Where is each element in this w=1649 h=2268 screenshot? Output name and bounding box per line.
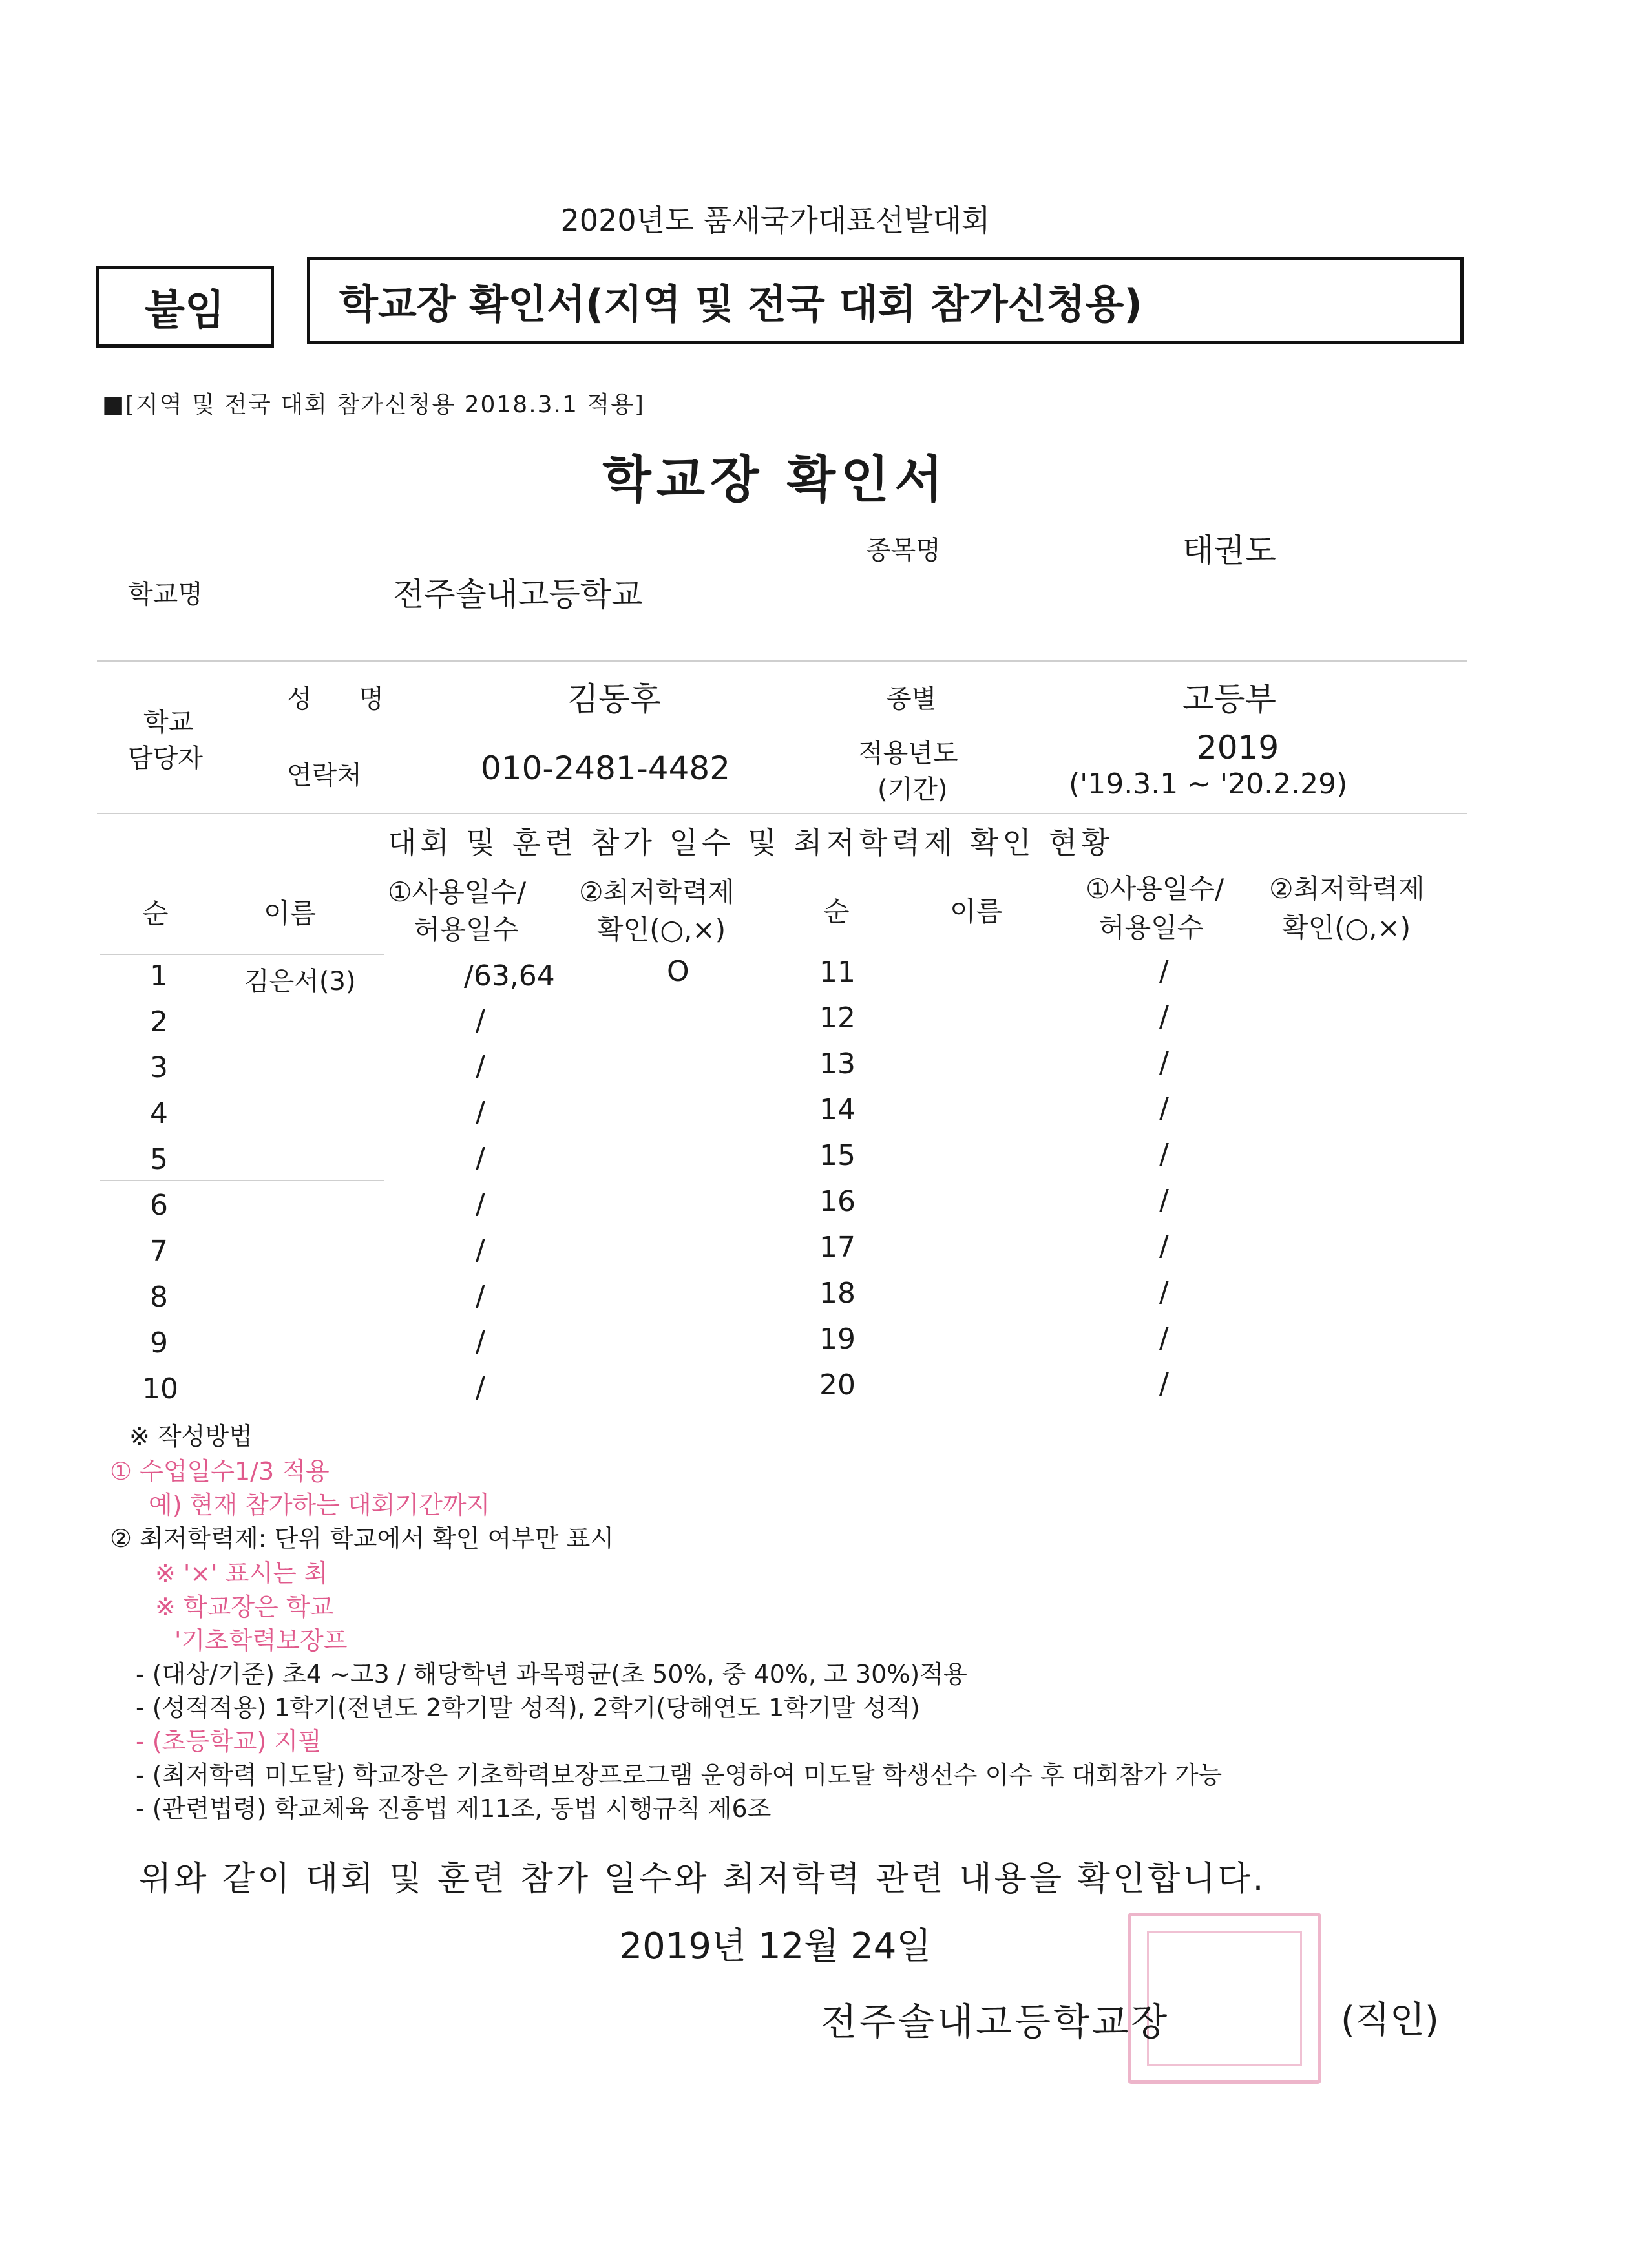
row-days: / (1159, 1138, 1169, 1171)
year-value: 2019 (1197, 729, 1279, 766)
row-no: 5 (150, 1143, 168, 1176)
row-days: / (1159, 1230, 1169, 1263)
row-days: / (1159, 1321, 1169, 1354)
row-no: 14 (819, 1093, 856, 1126)
row-no: 6 (150, 1189, 168, 1222)
row-days: / (1159, 1092, 1169, 1125)
header-name: 이름 (950, 896, 1003, 927)
confirmation-statement: 위와 같이 대회 및 훈련 참가 일수와 최저학력 관련 내용을 확인합니다. (139, 1860, 1266, 1898)
sport-label: 종목명 (866, 536, 941, 565)
school-value: 전주솔내고등학교 (393, 576, 643, 613)
header-min-line1: ②최저학력제 (1269, 873, 1425, 905)
issue-date: 2019년 12월 24일 (619, 1926, 932, 1968)
applicability-note: ■[지역 및 전국 대회 참가신청용 2018.3.1 적용] (102, 392, 645, 418)
method-line: ※ 학교장은 학교 (155, 1593, 334, 1621)
method-line: 예) 현재 참가하는 대회기간까지 (149, 1491, 490, 1519)
header-days-line1: ①사용일수/ (1086, 873, 1224, 905)
row-name: 김은서(3) (244, 967, 356, 996)
contact-value: 010-2481-4482 (481, 750, 731, 787)
divider (97, 813, 1467, 814)
year-label-line2: (기간) (877, 775, 948, 804)
division-value: 고등부 (1182, 680, 1276, 718)
method-line: - (관련법령) 학교체육 진흥법 제11조, 동법 시행규칙 제6조 (136, 1794, 772, 1823)
divider (97, 660, 1467, 662)
row-days: / (476, 1279, 485, 1312)
methods-heading: ※ 작성방법 (129, 1422, 253, 1451)
row-days: /63,64 (464, 960, 555, 992)
header-days-line2: 허용일수 (1098, 912, 1204, 943)
sport-value: 태권도 (1182, 532, 1276, 569)
row-no: 2 (150, 1005, 168, 1038)
row-no: 4 (150, 1097, 168, 1130)
principal-name: 전주솔내고등학교장 (821, 2000, 1170, 2044)
name-value: 김동후 (567, 680, 661, 718)
row-days: / (476, 1096, 485, 1129)
name-label: 성 명 (287, 684, 403, 714)
row-days: / (476, 1050, 485, 1083)
main-title: 학교장 확인서 (602, 451, 949, 509)
method-line: - (초등학교) 지필 (136, 1727, 322, 1756)
row-no: 15 (819, 1139, 856, 1172)
row-no: 13 (819, 1047, 856, 1080)
divider (100, 954, 384, 955)
row-no: 10 (142, 1372, 178, 1405)
row-no: 19 (819, 1323, 856, 1356)
method-line: - (대상/기준) 초4 ~고3 / 해당학년 과목평균(초 50%, 중 40%, 고 30%)적용 (136, 1660, 967, 1688)
row-days: / (476, 1142, 485, 1175)
manager-label-line2: 담당자 (128, 744, 203, 773)
row-days: / (1159, 1367, 1169, 1400)
year-label-line1: 적용년도 (858, 739, 958, 768)
contact-label: 연락처 (287, 761, 362, 790)
method-line: - (성적적용) 1학기(전년도 2학기말 성적), 2학기(당해연도 1학기말 성적) (136, 1694, 920, 1722)
attachment-tag: 붙임 (96, 266, 274, 348)
header-min-line2: 확인(○,×) (1282, 912, 1411, 943)
header-name: 이름 (264, 898, 317, 929)
row-days: / (476, 1371, 485, 1404)
period-value: ('19.3.1 ~ '20.2.29) (1069, 768, 1348, 801)
row-no: 20 (819, 1369, 856, 1402)
row-no: 1 (150, 960, 168, 992)
manager-label-line1: 학교 (143, 708, 194, 737)
row-days: / (1159, 1046, 1169, 1079)
header-days-line2: 허용일수 (414, 914, 519, 945)
method-line: - (최저학력 미도달) 학교장은 기초학력보장프로그램 운영하여 미도달 학생선수 이수 후 대회참가 가능 (136, 1761, 1223, 1789)
row-no: 18 (819, 1277, 856, 1310)
method-line: '기초학력보장프 (174, 1626, 348, 1655)
header-no: 순 (823, 896, 850, 927)
document-title-box (307, 257, 1464, 344)
header-min-line1: ②최저학력제 (579, 876, 735, 908)
divider (100, 1180, 384, 1181)
division-label: 종별 (887, 684, 937, 714)
row-days: / (476, 1234, 485, 1266)
row-no: 9 (150, 1327, 168, 1360)
seal-note: (직인) (1341, 1999, 1439, 2041)
event-title: 2020년도 품새국가대표선발대회 (560, 203, 991, 238)
method-line: ② 최저학력제: 단위 학교에서 확인 여부만 표시 (110, 1524, 614, 1553)
row-days: / (476, 1325, 485, 1358)
row-no: 8 (150, 1281, 168, 1314)
row-days: / (1159, 1184, 1169, 1217)
row-days: / (1159, 1000, 1169, 1033)
row-no: 3 (150, 1051, 168, 1084)
row-days: / (1159, 954, 1169, 987)
header-min-line2: 확인(○,×) (597, 914, 726, 945)
header-no: 순 (142, 898, 169, 929)
row-no: 17 (819, 1231, 856, 1264)
row-days: / (476, 1188, 485, 1221)
row-no: 12 (819, 1002, 856, 1034)
row-days: / (1159, 1276, 1169, 1308)
table-section-title: 대회 및 훈련 참가 일수 및 최저학력제 확인 현황 (388, 825, 1114, 860)
document-title: 학교장 확인서(지역 및 전국 대회 참가신청용) (339, 280, 1142, 328)
row-no: 16 (819, 1185, 856, 1218)
row-days: / (476, 1004, 485, 1037)
row-no: 7 (150, 1235, 168, 1268)
header-days-line1: ①사용일수/ (388, 876, 527, 908)
method-line: ① 수업일수1/3 적용 (110, 1457, 330, 1486)
school-label: 학교명 (128, 580, 203, 609)
row-no: 11 (819, 956, 856, 989)
method-line: ※ '×' 표시는 최 (155, 1559, 328, 1588)
row-check: O (667, 955, 689, 988)
